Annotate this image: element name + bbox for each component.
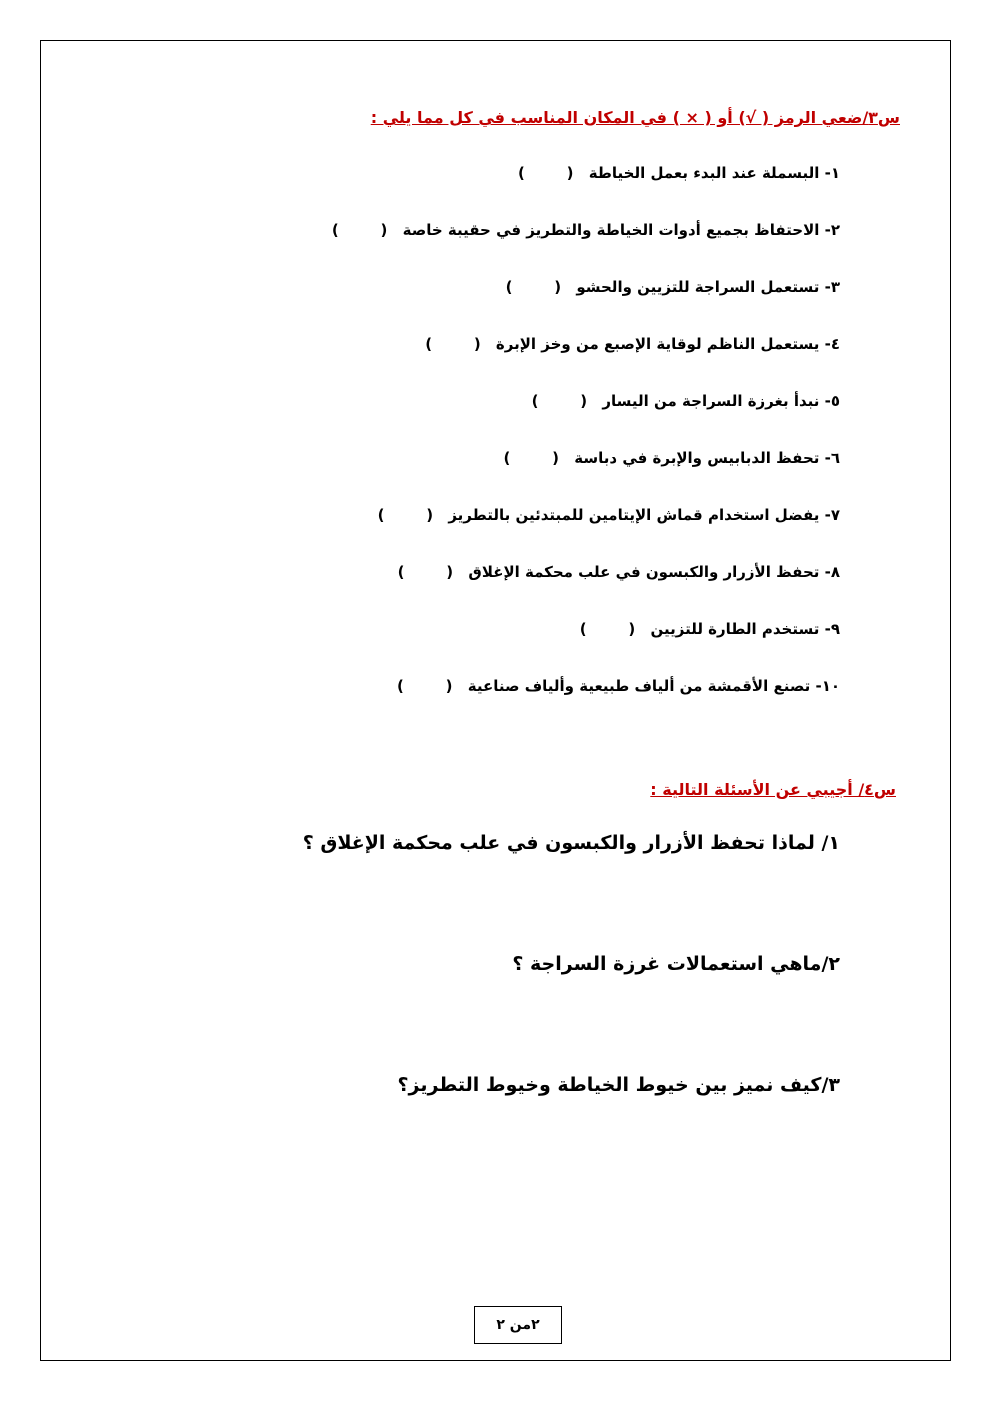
question-2: ٢/ماهي استعمالات غرزة السراجة ؟ (512, 953, 840, 975)
item-text: ٤- يستعمل الناظم لوقاية الإصبع من وخز الإبرة (495, 335, 840, 353)
list-item (425, 335, 840, 353)
page-number-label: ٢من ٢ (496, 1317, 540, 1333)
section4-title: س٤/ أجيبي عن الأسئلة التالية : (650, 780, 896, 799)
item-text: ٦- تحفظ الدبابيس والإبرة في دباسة (574, 449, 840, 467)
answer-blank[interactable]: ( ) (531, 392, 588, 410)
answer-blank[interactable]: ( ) (331, 221, 388, 239)
answer-blank[interactable]: ( ) (397, 677, 453, 695)
item-text: ٧- يفضل استخدام قماش الإيتامين للمبتدئين بالتطريز (448, 506, 840, 524)
section3-title: س٣/ضعي الرمز ( √) أو ( × ) في المكان المناسب في كل مما يلي : (370, 108, 900, 127)
answer-blank[interactable]: ( ) (579, 620, 636, 638)
answer-blank[interactable]: ( ) (397, 563, 454, 581)
answer-blank[interactable]: ( ) (425, 335, 481, 353)
answer-blank[interactable]: ( ) (505, 278, 562, 296)
list-item (532, 392, 840, 410)
answer-blank[interactable]: ( ) (503, 449, 560, 467)
question-3: ٣/كيف نميز بين خيوط الخياطة وخيوط التطريز؟ (397, 1074, 840, 1096)
item-text: ٨- تحفظ الأزرار والكبسون في علب محكمة الإغلاق (468, 563, 840, 581)
item-text: ١- البسملة عند البدء بعمل الخياطة (588, 164, 840, 182)
item-text: ٣- تستعمل السراجة للتزيين والحشو (576, 278, 840, 296)
item-text: ٥- نبدأ بغرزة السراجة من اليسار (602, 392, 840, 410)
list-item (397, 677, 840, 695)
list-item (506, 278, 840, 296)
list-item (518, 164, 840, 182)
list-item (504, 449, 840, 467)
item-text: ١٠- تصنع الأقمشة من ألياف طبيعية وألياف صناعية (467, 677, 840, 695)
list-item (580, 620, 840, 638)
answer-blank[interactable]: ( ) (377, 506, 434, 524)
answer-blank[interactable]: ( ) (517, 164, 574, 182)
list-item (398, 563, 840, 581)
page-number (474, 1306, 562, 1344)
list-item (378, 506, 840, 524)
item-text: ٩- تستخدم الطارة للتزيين (650, 620, 840, 638)
item-text: ٢- الاحتفاظ بجميع أدوات الخياطة والتطريز في حقيبة خاصة (402, 221, 840, 239)
list-item (332, 221, 840, 239)
question-1: ١/ لماذا تحفظ الأزرار والكبسون في علب محكمة الإغلاق ؟ (302, 832, 840, 854)
